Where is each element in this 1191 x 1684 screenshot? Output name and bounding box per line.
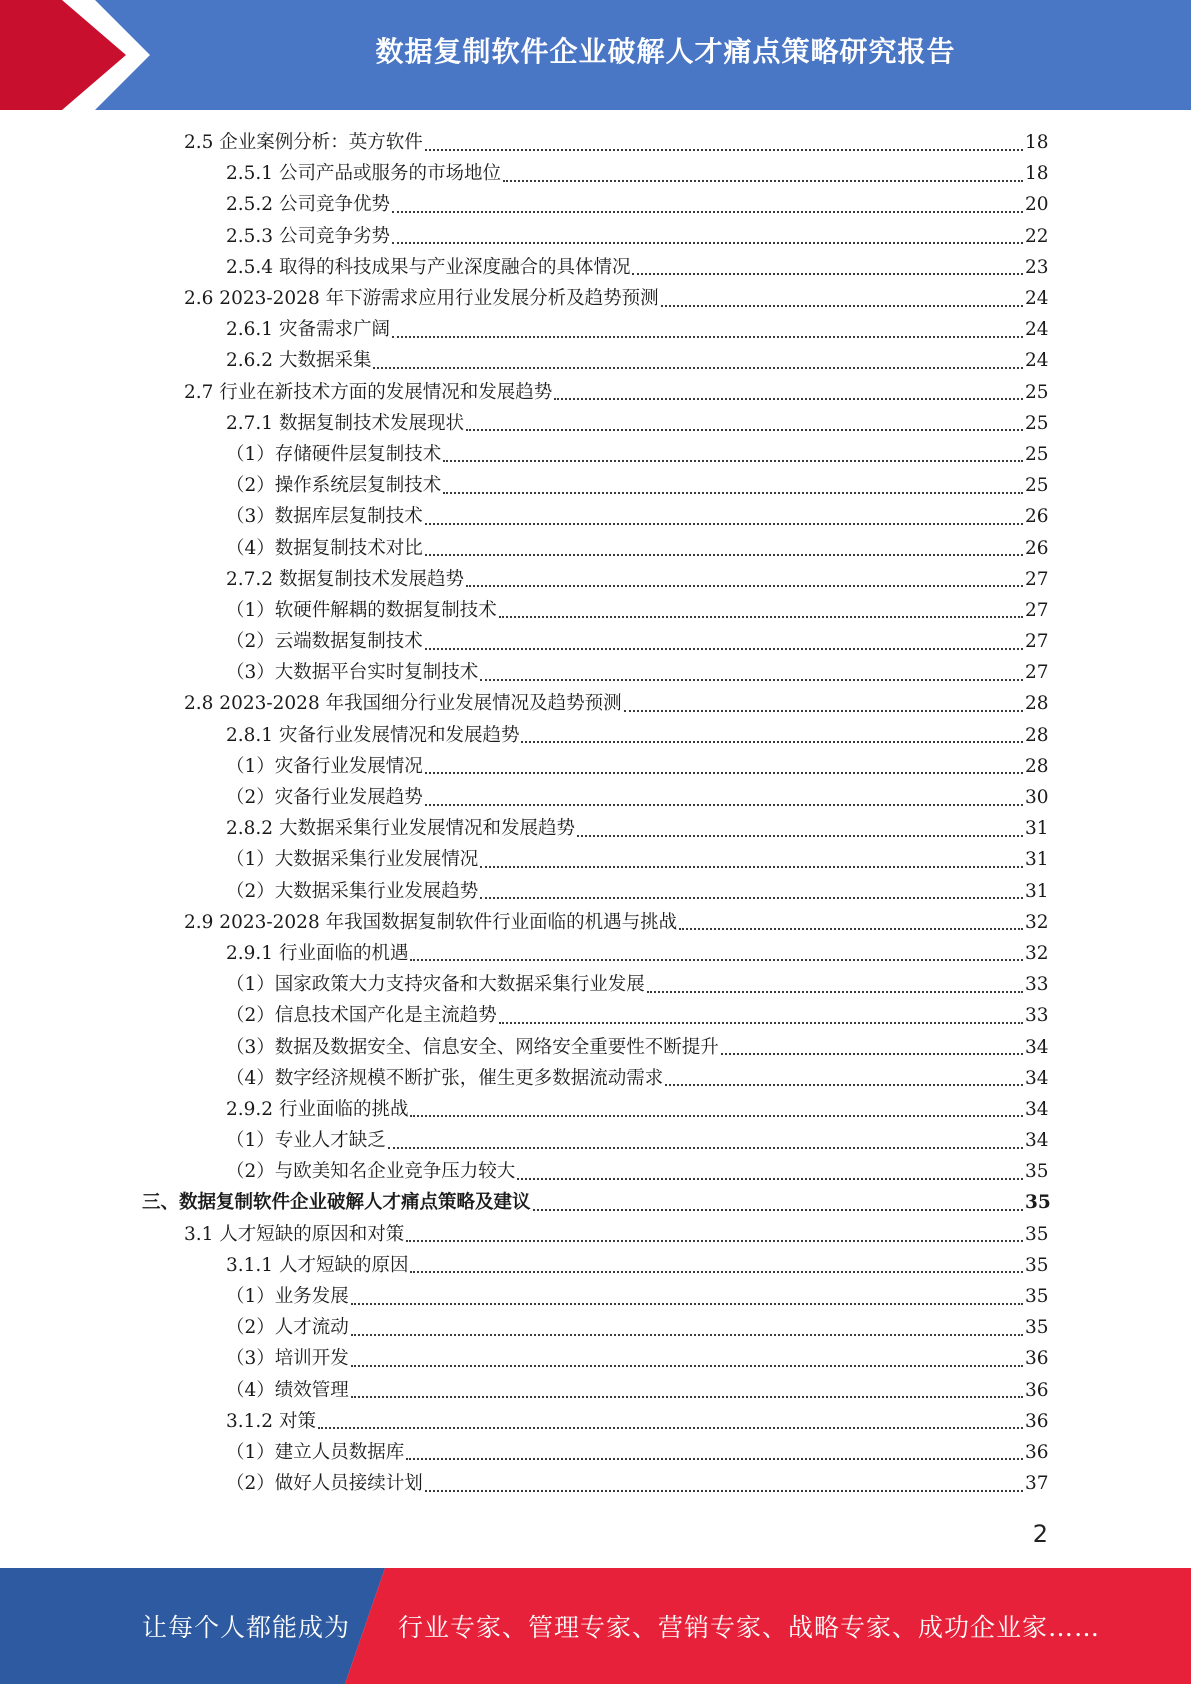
toc-entry-page: 27 — [1025, 599, 1049, 621]
toc-entry[interactable] — [0, 377, 1191, 408]
toc-entry-title: （4）绩效管理 — [226, 1379, 349, 1401]
toc-entry-title: 3.1.2 对策 — [226, 1410, 316, 1432]
toc-entry-page: 18 — [1025, 163, 1049, 185]
toc-entry-title: 2.8.2 大数据采集行业发展情况和发展趋势 — [226, 818, 575, 840]
toc-entry[interactable] — [0, 1031, 1191, 1062]
toc-entry-title: 2.6.2 大数据采集 — [226, 350, 372, 372]
toc-entry-page: 33 — [1025, 974, 1049, 996]
toc-entry-page: 27 — [1025, 662, 1049, 684]
toc-entry[interactable] — [0, 1468, 1191, 1499]
toc-entry-page: 34 — [1025, 1036, 1049, 1058]
toc-dot-leader — [499, 1022, 1023, 1024]
toc-entry-page: 36 — [1025, 1410, 1049, 1432]
toc-entry-title: （3）大数据平台实时复制技术 — [226, 662, 479, 684]
toc-entry-title: 2.6 2023-2028 年下游需求应用行业发展分析及趋势预测 — [184, 288, 659, 310]
toc-dot-leader — [392, 211, 1023, 213]
toc-entry-title: （1）业务发展 — [226, 1286, 349, 1308]
toc-dot-leader — [425, 554, 1023, 556]
toc-dot-leader — [521, 741, 1023, 743]
toc-entry-title: 3.1.1 人才短缺的原因 — [226, 1254, 409, 1276]
toc-entry[interactable] — [0, 501, 1191, 532]
toc-entry-page: 25 — [1025, 381, 1049, 403]
toc-dot-leader — [425, 804, 1023, 806]
toc-entry-page: 24 — [1025, 319, 1049, 341]
toc-dot-leader — [517, 1178, 1023, 1180]
toc-dot-leader — [647, 991, 1023, 993]
toc-dot-leader — [554, 398, 1023, 400]
toc-entry-title: （3）数据及数据安全、信息安全、网络安全重要性不断提升 — [226, 1036, 719, 1058]
toc-dot-leader — [661, 305, 1023, 307]
toc-entry-page: 31 — [1025, 818, 1049, 840]
toc-entry-page: 35 — [1025, 1223, 1049, 1245]
toc-entry-title: （2）大数据采集行业发展趋势 — [226, 880, 479, 902]
toc-entry-page: 36 — [1025, 1441, 1049, 1463]
toc-entry-title: （2）云端数据复制技术 — [226, 631, 423, 653]
toc-entry[interactable] — [0, 1187, 1191, 1218]
toc-entry-page: 26 — [1025, 537, 1049, 559]
toc-entry-title: （2）信息技术国产化是主流趋势 — [226, 1005, 497, 1027]
toc-entry-title: 2.8.1 灾备行业发展情况和发展趋势 — [226, 724, 520, 746]
report-title: 数据复制软件企业破解人才痛点策略研究报告 — [375, 35, 956, 68]
toc-dot-leader — [425, 772, 1023, 774]
toc-entry-title: （1）建立人员数据库 — [226, 1441, 405, 1463]
toc-entry[interactable] — [0, 532, 1191, 563]
toc-entry-page: 34 — [1025, 1098, 1049, 1120]
toc-dot-leader — [480, 679, 1023, 681]
toc-entry-page: 34 — [1025, 1130, 1049, 1152]
toc-dot-leader — [318, 1427, 1023, 1429]
toc-entry[interactable] — [0, 1125, 1191, 1156]
toc-dot-leader — [392, 336, 1023, 338]
toc-entry-title: （1）软硬件解耦的数据复制技术 — [226, 599, 497, 621]
toc-dot-leader — [624, 710, 1023, 712]
toc-entry[interactable] — [0, 1406, 1191, 1437]
toc-entry-page: 31 — [1025, 880, 1049, 902]
toc-entry[interactable] — [0, 751, 1191, 782]
toc-entry-page: 20 — [1025, 194, 1049, 216]
toc-entry-page: 26 — [1025, 506, 1049, 528]
toc-entry[interactable] — [0, 1312, 1191, 1343]
toc-entry[interactable] — [0, 876, 1191, 907]
toc-dot-leader — [443, 492, 1023, 494]
toc-dot-leader — [533, 1209, 1023, 1211]
toc-entry[interactable] — [0, 1343, 1191, 1374]
toc-entry[interactable] — [0, 1063, 1191, 1094]
toc-entry-title: 2.5.4 取得的科技成果与产业深度融合的具体情况 — [226, 256, 631, 278]
toc-entry-title: 2.7 行业在新技术方面的发展情况和发展趋势 — [184, 381, 553, 403]
toc-dot-leader — [410, 1115, 1023, 1117]
toc-entry[interactable] — [0, 1219, 1191, 1250]
toc-entry[interactable] — [0, 1250, 1191, 1281]
toc-dot-leader — [406, 1240, 1023, 1242]
toc-entry[interactable] — [0, 1094, 1191, 1125]
toc-dot-leader — [499, 616, 1023, 618]
toc-entry[interactable] — [0, 657, 1191, 688]
toc-entry[interactable] — [0, 688, 1191, 719]
toc-entry-page: 35 — [1025, 1286, 1049, 1308]
toc-entry-page: 25 — [1025, 412, 1049, 434]
toc-entry-page: 25 — [1025, 443, 1049, 465]
toc-entry-title: 2.5.3 公司竞争劣势 — [226, 225, 390, 247]
toc-dot-leader — [410, 1271, 1023, 1273]
toc-dot-leader — [392, 242, 1023, 244]
toc-entry[interactable] — [0, 564, 1191, 595]
toc-dot-leader — [410, 959, 1023, 961]
toc-entry[interactable] — [0, 283, 1191, 314]
toc-entry-title: （3）培训开发 — [226, 1348, 349, 1370]
toc-dot-leader — [425, 1490, 1023, 1492]
toc-entry-title: （2）人才流动 — [226, 1317, 349, 1339]
toc-entry[interactable] — [0, 938, 1191, 969]
toc-entry-page: 28 — [1025, 693, 1049, 715]
toc-dot-leader — [351, 1396, 1023, 1398]
toc-entry[interactable] — [0, 1156, 1191, 1187]
toc-entry-title: （1）国家政策大力支持灾备和大数据采集行业发展 — [226, 974, 645, 996]
toc-entry[interactable] — [0, 158, 1191, 189]
toc-dot-leader — [466, 429, 1023, 431]
toc-entry-title: （2）与欧美知名企业竞争压力较大 — [226, 1161, 516, 1183]
toc-entry[interactable] — [0, 969, 1191, 1000]
toc-entry-title: （3）数据库层复制技术 — [226, 506, 423, 528]
toc-entry-title: 2.5.1 公司产品或服务的市场地位 — [226, 163, 501, 185]
toc-entry[interactable] — [0, 221, 1191, 252]
toc-dot-leader — [679, 928, 1023, 930]
toc-entry-title: 2.5 企业案例分析：英方软件 — [184, 132, 423, 154]
toc-entry-title: （1）专业人才缺乏 — [226, 1130, 386, 1152]
toc-entry-page: 36 — [1025, 1348, 1049, 1370]
toc-dot-leader — [466, 585, 1023, 587]
toc-entry[interactable] — [0, 844, 1191, 875]
page-footer — [0, 1568, 1191, 1684]
footer-slogan-right: 行业专家、管理专家、营销专家、战略专家、成功企业家…… — [398, 1613, 1101, 1642]
toc-entry[interactable] — [0, 252, 1191, 283]
toc-entry-page: 36 — [1025, 1379, 1049, 1401]
toc-entry-page: 28 — [1025, 755, 1049, 777]
toc-dot-leader — [632, 273, 1023, 275]
toc-entry[interactable] — [0, 439, 1191, 470]
toc-entry-title: 2.9 2023-2028 年我国数据复制软件行业面临的机遇与挑战 — [184, 911, 678, 933]
toc-entry-title: 2.7.2 数据复制技术发展趋势 — [226, 568, 464, 590]
toc-entry-page: 34 — [1025, 1067, 1049, 1089]
toc-entry-title: （2）操作系统层复制技术 — [226, 475, 442, 497]
toc-entry-title: （2）做好人员接续计划 — [226, 1473, 423, 1495]
toc-entry[interactable] — [0, 314, 1191, 345]
toc-entry-title: 2.9.1 行业面临的机遇 — [226, 942, 409, 964]
toc-entry-page: 32 — [1025, 942, 1049, 964]
toc-entry-title: 2.6.1 灾备需求广阔 — [226, 319, 390, 341]
toc-entry-page: 27 — [1025, 631, 1049, 653]
toc-entry[interactable] — [0, 907, 1191, 938]
toc-dot-leader — [425, 648, 1023, 650]
toc-entry-page: 31 — [1025, 849, 1049, 871]
toc-entry-title: 2.7.1 数据复制技术发展现状 — [226, 412, 464, 434]
toc-dot-leader — [388, 1147, 1023, 1149]
toc-entry-page: 24 — [1025, 288, 1049, 310]
toc-entry-page: 33 — [1025, 1005, 1049, 1027]
toc-dot-leader — [425, 523, 1023, 525]
toc-entry-page: 30 — [1025, 787, 1049, 809]
toc-entry[interactable] — [0, 345, 1191, 376]
toc-entry[interactable] — [0, 595, 1191, 626]
toc-dot-leader — [721, 1053, 1023, 1055]
toc-entry-title: （4）数字经济规模不断扩张，催生更多数据流动需求 — [226, 1067, 664, 1089]
toc-entry-title: （4）数据复制技术对比 — [226, 537, 423, 559]
toc-dot-leader — [480, 866, 1023, 868]
toc-entry-page: 35 — [1025, 1317, 1049, 1339]
toc-entry[interactable] — [0, 127, 1191, 158]
toc-entry[interactable] — [0, 1375, 1191, 1406]
toc-dot-leader — [577, 835, 1023, 837]
toc-entry-page: 18 — [1025, 132, 1049, 154]
toc-entry-page: 35 — [1025, 1161, 1049, 1183]
toc-dot-leader — [503, 180, 1023, 182]
toc-entry-page: 23 — [1025, 256, 1049, 278]
toc-entry-page: 35 — [1025, 1192, 1051, 1214]
toc-entry-page: 32 — [1025, 911, 1049, 933]
toc-entry-title: （1）大数据采集行业发展情况 — [226, 849, 479, 871]
toc-dot-leader — [425, 149, 1023, 151]
toc-entry[interactable] — [0, 1000, 1191, 1031]
footer-slogan-left: 让每个人都能成为 — [142, 1613, 351, 1642]
toc-dot-leader — [443, 460, 1023, 462]
toc-entry[interactable] — [0, 1437, 1191, 1468]
toc-entry-title: 三、数据复制软件企业破解人才痛点策略及建议 — [142, 1192, 531, 1214]
page-number: 2 — [1032, 1520, 1048, 1548]
toc-dot-leader — [351, 1365, 1023, 1367]
toc-entry-page: 25 — [1025, 475, 1049, 497]
page-header — [0, 0, 1191, 110]
toc-dot-leader — [351, 1334, 1023, 1336]
toc-entry-title: （1）灾备行业发展情况 — [226, 755, 423, 777]
toc-dot-leader — [480, 897, 1023, 899]
toc-entry[interactable] — [0, 813, 1191, 844]
toc-dot-leader — [665, 1084, 1023, 1086]
toc-entry-title: 2.8 2023-2028 年我国细分行业发展情况及趋势预测 — [184, 693, 622, 715]
toc-entry[interactable] — [0, 720, 1191, 751]
toc-entry-page: 22 — [1025, 225, 1049, 247]
toc-dot-leader — [406, 1458, 1023, 1460]
toc-entry-page: 27 — [1025, 568, 1049, 590]
toc-entry-title: 2.9.2 行业面临的挑战 — [226, 1098, 409, 1120]
toc-entry-page: 35 — [1025, 1254, 1049, 1276]
toc-entry-page: 28 — [1025, 724, 1049, 746]
toc-entry[interactable] — [0, 626, 1191, 657]
toc-entry-title: （2）灾备行业发展趋势 — [226, 787, 423, 809]
toc-entry-title: 3.1 人才短缺的原因和对策 — [184, 1223, 405, 1245]
table-of-contents — [0, 127, 1191, 1499]
toc-entry-title: 2.5.2 公司竞争优势 — [226, 194, 390, 216]
toc-entry[interactable] — [0, 189, 1191, 220]
toc-entry[interactable] — [0, 782, 1191, 813]
toc-entry-page: 24 — [1025, 350, 1049, 372]
toc-entry[interactable] — [0, 470, 1191, 501]
toc-entry[interactable] — [0, 1281, 1191, 1312]
toc-entry[interactable] — [0, 408, 1191, 439]
toc-dot-leader — [351, 1303, 1023, 1305]
toc-dot-leader — [373, 367, 1023, 369]
toc-entry-title: （1）存储硬件层复制技术 — [226, 443, 442, 465]
toc-entry-page: 37 — [1025, 1473, 1049, 1495]
